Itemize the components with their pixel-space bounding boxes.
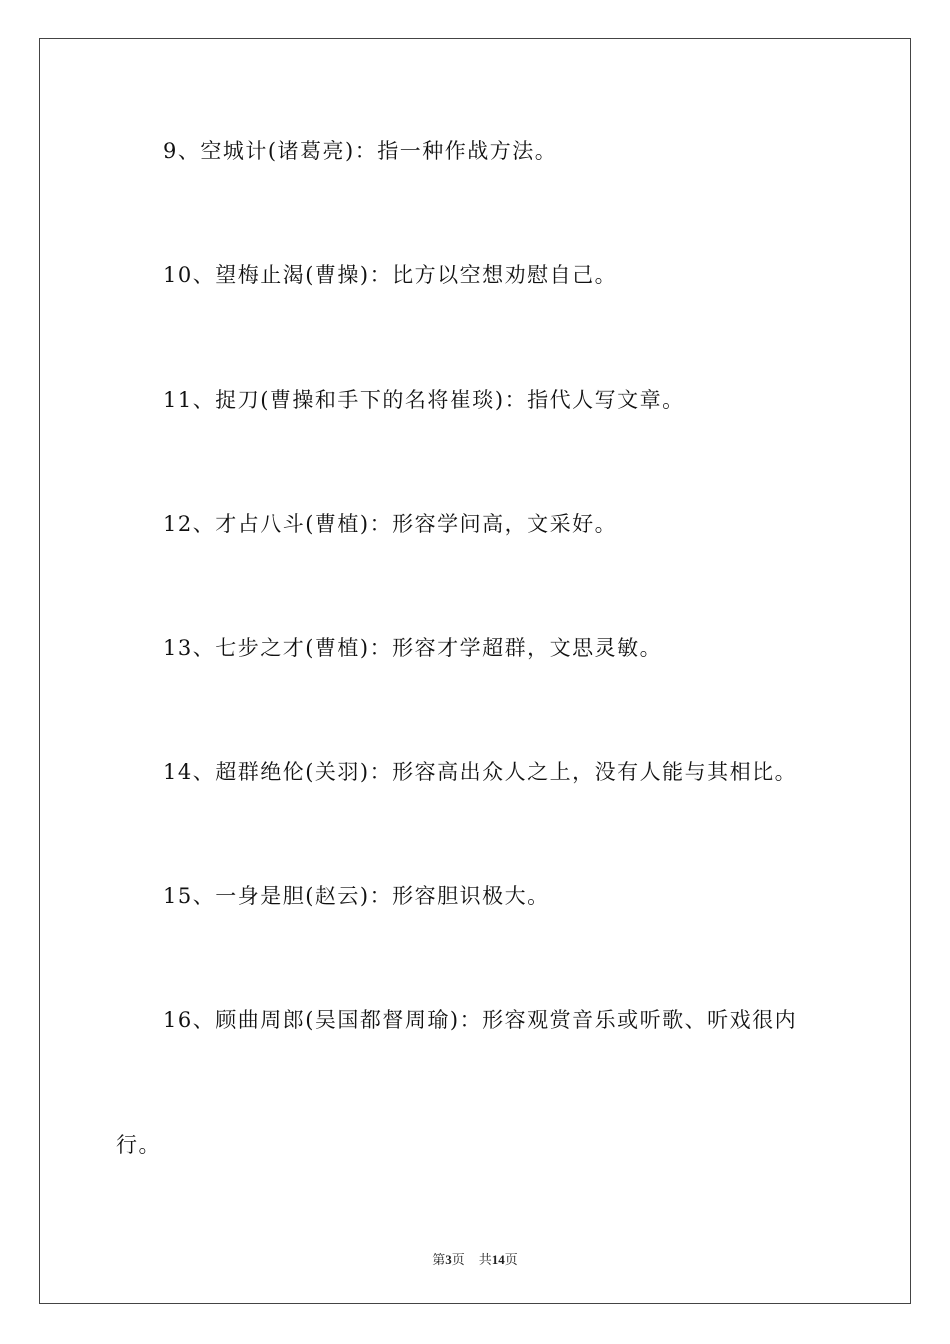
entry-9: 9、空城计(诸葛亮)：指一种作战方法。 — [163, 139, 558, 163]
entry-16: 16、顾曲周郎(吴国都督周瑜)：形容观赏音乐或听歌、听戏很内 — [163, 1008, 798, 1032]
entry-13: 13、七步之才(曹植)：形容才学超群，文思灵敏。 — [163, 636, 663, 660]
footer-total-suffix: 页 — [504, 1252, 518, 1267]
footer-page-suffix: 页 — [451, 1252, 465, 1267]
footer-prefix: 第 — [432, 1252, 446, 1267]
entry-15: 15、一身是胆(赵云)：形容胆识极大。 — [163, 884, 550, 908]
entry-14: 14、超群绝伦(关羽)：形容高出众人之上，没有人能与其相比。 — [163, 760, 798, 784]
page-border — [39, 38, 911, 1304]
entry-11: 11、捉刀(曹操和手下的名将崔琰)：指代人写文章。 — [163, 388, 685, 412]
footer-total-pages: 14 — [491, 1252, 505, 1267]
entry-10: 10、望梅止渴(曹操)：比方以空想劝慰自己。 — [163, 263, 618, 287]
footer-page-number: 3 — [445, 1252, 452, 1267]
entry-16-continuation: 行。 — [116, 1133, 161, 1157]
entry-12: 12、才占八斗(曹植)：形容学问高，文采好。 — [163, 512, 618, 536]
page-footer — [0, 1249, 950, 1268]
footer-total-prefix: 共 — [478, 1252, 492, 1267]
